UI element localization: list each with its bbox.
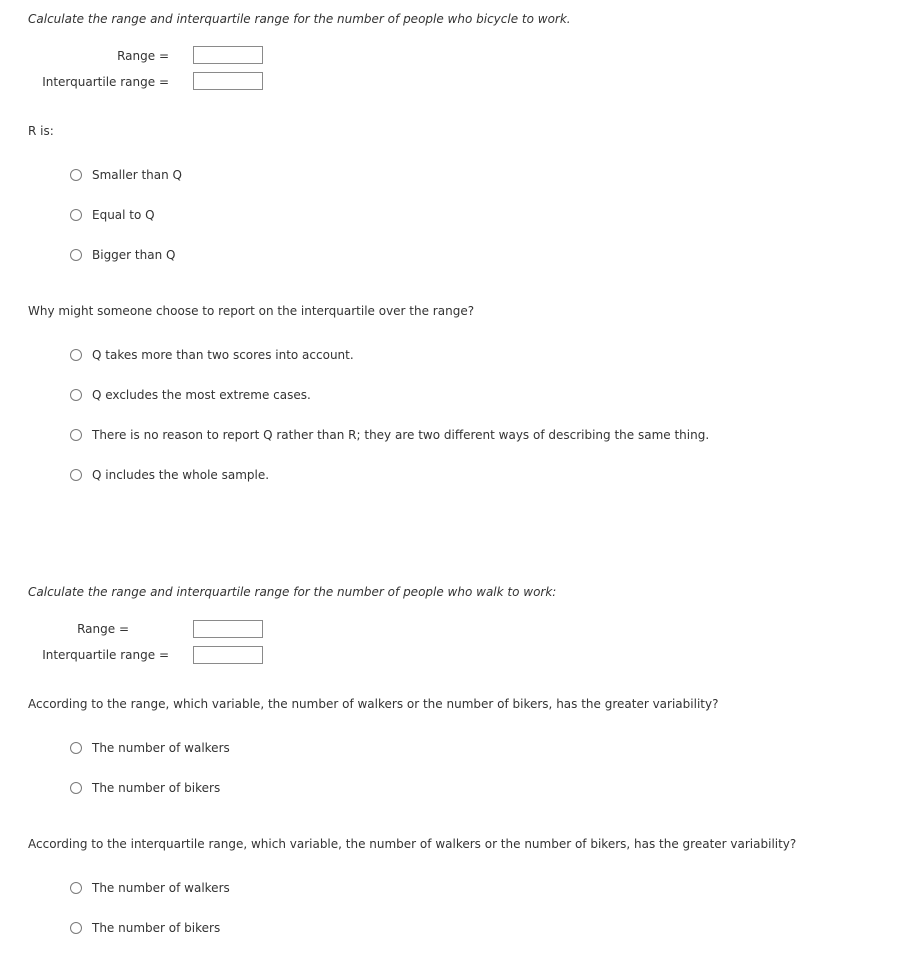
option-label: Smaller than Q	[92, 168, 182, 182]
radio-button[interactable]	[70, 389, 82, 401]
radio-button[interactable]	[70, 169, 82, 181]
walk-calc-prompt: Calculate the range and interquartile range for the number of people who walk to work:	[28, 585, 557, 599]
option-bigger-than-q[interactable]	[70, 247, 175, 263]
option-label: Q excludes the most extreme cases.	[92, 388, 311, 402]
option-q-excludes-extremes[interactable]	[70, 387, 311, 403]
bicycle-iqr-label: Interquartile range =	[42, 75, 169, 89]
walk-iqr-input[interactable]	[193, 646, 263, 664]
option-label: The number of walkers	[92, 881, 230, 895]
bicycle-range-input[interactable]	[193, 46, 263, 64]
iqr-variability-prompt: According to the interquartile range, which variable, the number of walkers or the number of bikers, has the greater variability?	[28, 837, 797, 851]
radio-button[interactable]	[70, 349, 82, 361]
option-label: Equal to Q	[92, 208, 155, 222]
option-label: The number of bikers	[92, 781, 221, 795]
option-smaller-than-q[interactable]	[70, 167, 182, 183]
radio-button[interactable]	[70, 782, 82, 794]
radio-button[interactable]	[70, 429, 82, 441]
option-label: The number of walkers	[92, 741, 230, 755]
radio-button[interactable]	[70, 882, 82, 894]
option-no-reason[interactable]	[70, 427, 709, 443]
radio-button[interactable]	[70, 742, 82, 754]
range-variability-prompt: According to the range, which variable, the number of walkers or the number of bikers, has the greater variability?	[28, 697, 719, 711]
option-q-whole-sample[interactable]	[70, 467, 269, 483]
option-iqr-bikers[interactable]	[70, 920, 220, 936]
option-range-walkers[interactable]	[70, 740, 230, 756]
option-range-bikers[interactable]	[70, 780, 220, 796]
radio-button[interactable]	[70, 249, 82, 261]
option-label: Q includes the whole sample.	[92, 468, 270, 482]
option-q-more-scores[interactable]	[70, 347, 354, 363]
bicycle-range-label: Range =	[117, 49, 169, 63]
radio-button[interactable]	[70, 209, 82, 221]
walk-range-input[interactable]	[193, 620, 263, 638]
walk-iqr-label: Interquartile range =	[42, 648, 169, 662]
walk-range-label: Range =	[77, 622, 129, 636]
option-label: There is no reason to report Q rather than R; they are two different ways of describing the same thing.	[92, 428, 710, 442]
option-equal-to-q[interactable]	[70, 207, 155, 223]
option-label: Q takes more than two scores into account.	[92, 348, 354, 362]
r-compare-prompt: R is:	[28, 124, 54, 138]
bicycle-iqr-input[interactable]	[193, 72, 263, 90]
option-label: Bigger than Q	[92, 248, 176, 262]
radio-button[interactable]	[70, 469, 82, 481]
option-iqr-walkers[interactable]	[70, 880, 230, 896]
why-iqr-prompt: Why might someone choose to report on the interquartile over the range?	[28, 304, 475, 318]
option-label: The number of bikers	[92, 921, 221, 935]
radio-button[interactable]	[70, 922, 82, 934]
bicycle-calc-prompt: Calculate the range and interquartile range for the number of people who bicycle to work.	[28, 12, 571, 26]
